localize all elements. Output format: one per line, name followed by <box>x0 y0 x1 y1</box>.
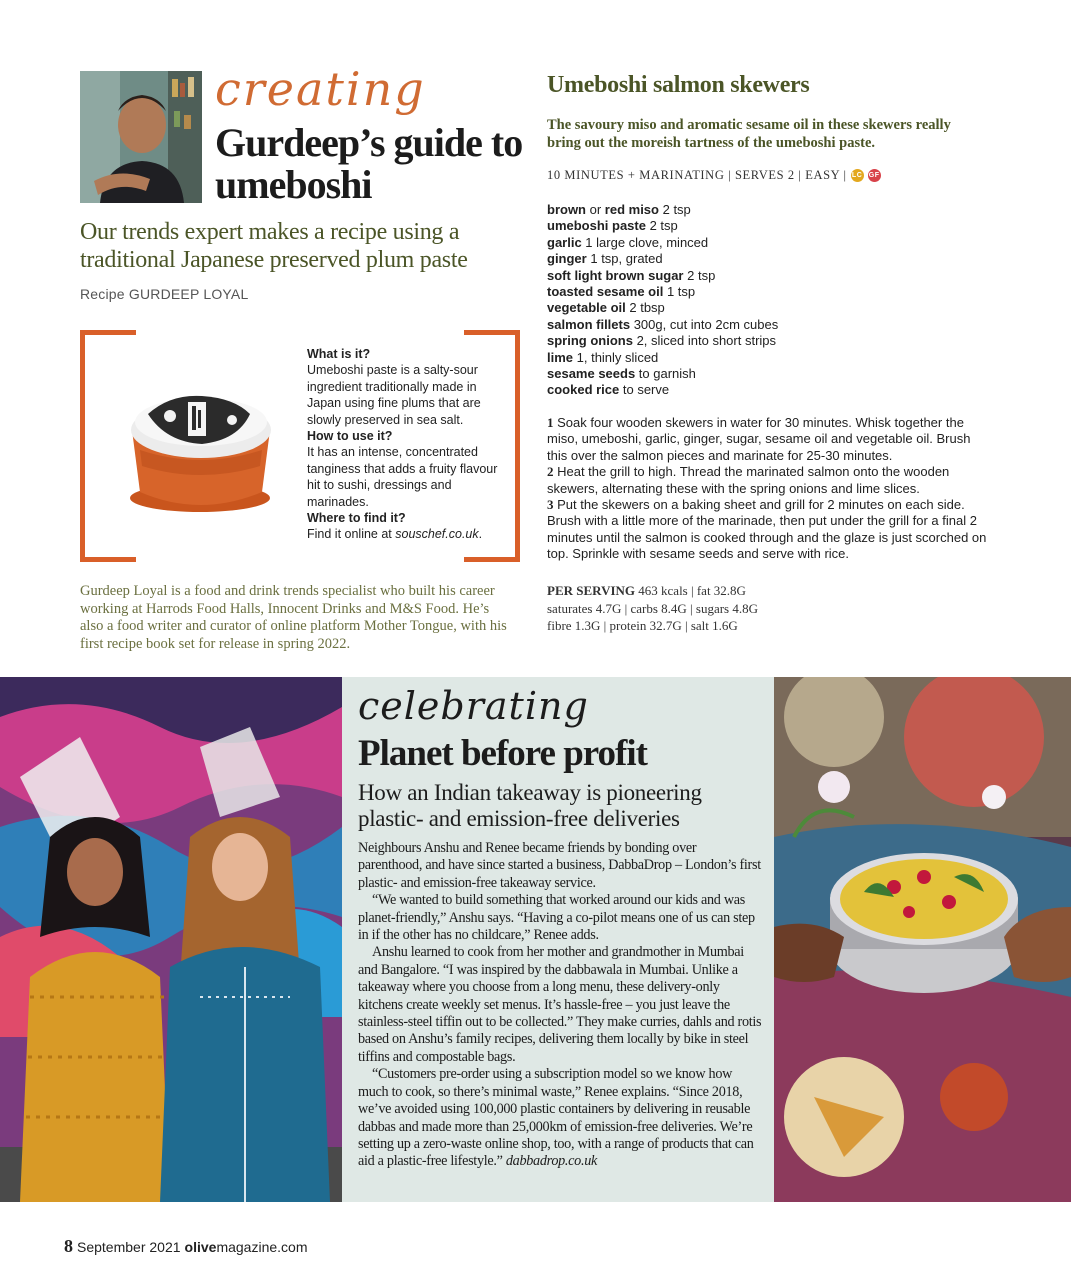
feature-standfirst: Our trends expert makes a recipe using a traditional Japanese preserved plum paste <box>80 219 468 273</box>
ingredient-item <box>547 284 987 300</box>
ingredient-name: ginger <box>547 251 587 267</box>
umeboshi-jar-image <box>110 370 280 520</box>
step-text: Soak four wooden skewers in water for 30 minutes. Whisk together the miso, umeboshi, garlic, ginger, sugar, sesame oil and vegetable oil. Brush this over the salmon pieces and marinate for 25-30 minutes. <box>547 415 971 463</box>
article-last-paragraph: “Customers pre-order using a subscription model so we know how much to cook, so there’s minimal waste,” Renee explains. “Since 2018, we’ve avoided using 100,000 plastic containers by delivering in reusable dabbas and made more than 25,000km of emission-free deliveries. We’re setting up a zero-waste online shop, too, with a range of products that can aid a plastic-free lifestyle.” <box>358 1066 754 1170</box>
ingredient-item <box>547 202 987 218</box>
section-kicker: creating <box>215 62 426 116</box>
page-footer <box>64 1236 307 1257</box>
ingredient-qty: 2 tbsp <box>625 300 665 316</box>
info-question: How to use it? <box>307 429 393 444</box>
nutrition-label: PER SERVING <box>547 583 636 598</box>
step-number: 1 <box>547 415 554 430</box>
step-number: 2 <box>547 464 554 480</box>
recipe-meta-text: 10 MINUTES + MARINATING | SERVES 2 | EASY | <box>547 168 847 182</box>
info-answer <box>307 526 502 542</box>
portrait-photo <box>80 71 202 203</box>
gluten-free-badge-icon: GF <box>868 169 881 182</box>
feature-headline: Gurdeep’s guide to umeboshi <box>215 120 523 207</box>
ingredient-name: brown <box>547 202 586 217</box>
ingredient-item <box>547 300 987 316</box>
ingredient-item <box>547 382 987 398</box>
ingredient-item <box>547 350 987 366</box>
ingredient-qty: to serve <box>619 382 670 398</box>
ingredient-name: salmon fillets <box>547 316 631 332</box>
ingredient-qty: 1 tsp, grated <box>586 251 663 267</box>
ingredient-name: sesame seeds <box>547 366 636 382</box>
nutrition-values: 463 kcals | fat 32.8G <box>635 583 746 598</box>
tiffin-food-photo <box>774 677 1071 1202</box>
ingredient-item <box>547 235 987 251</box>
ingredient-name: toasted sesame oil <box>547 284 664 300</box>
ingredient-list <box>547 202 987 399</box>
ingredient-qty: 1 tsp <box>663 284 696 300</box>
ingredient-item <box>547 251 987 267</box>
site-name: magazine.com <box>216 1239 308 1255</box>
ingredient-item <box>547 333 987 349</box>
brand-name: olive <box>184 1239 217 1255</box>
ingredient-qty: 300g, cut into 2cm cubes <box>630 316 779 332</box>
ingredient-name: vegetable oil <box>547 300 626 316</box>
method-step <box>547 415 987 464</box>
ingredient-qty: 2, sliced into short strips <box>632 333 777 349</box>
ingredient-item <box>547 268 987 284</box>
ingredient-name: red miso <box>604 202 659 217</box>
low-calorie-badge-icon: LC <box>851 169 864 182</box>
info-answer: Umeboshi paste is a salty-sour ingredient traditionally made in Japan using fine plums that are slowly preserved in sea salt. <box>307 363 481 427</box>
info-answer-prefix: Find it online at <box>307 527 396 542</box>
article-paragraph <box>358 1066 763 1170</box>
info-answer-suffix: . <box>478 527 483 542</box>
founders-photo <box>0 677 342 1202</box>
nutrition-line: saturates 4.7G | carbs 8.4G | sugars 4.8G <box>547 600 758 616</box>
article-paragraph: “We wanted to build something that worked around our kids and was planet-friendly,” Anshu says. “Having a co-pilot means one of us can step in if the other has no childcare,” Renee adds. <box>358 892 755 944</box>
ingredient-qty: 2 tsp <box>658 202 691 217</box>
ingredient-name: umeboshi paste <box>547 218 646 234</box>
ingredient-name: cooked rice <box>547 382 620 398</box>
section-kicker: celebrating <box>358 684 589 728</box>
ingredient-joiner: or <box>586 202 605 217</box>
method-steps <box>547 415 987 563</box>
article-paragraph: Neighbours Anshu and Renee became friends by bonding over parenthood, and have since started a business, DabbaDrop – London’s first plastic- and emission-free takeaway service. <box>358 840 761 891</box>
info-box <box>80 330 520 562</box>
ingredient-name: soft light brown sugar <box>547 267 684 283</box>
souschef-link[interactable]: souschef.co.uk <box>395 527 479 542</box>
info-question: Where to find it? <box>307 511 406 526</box>
ingredient-qty: 2 tsp <box>683 267 716 283</box>
ingredient-item <box>547 218 987 234</box>
nutrition-line: fibre 1.3G | protein 32.7G | salt 1.6G <box>547 618 738 633</box>
brand-site <box>185 1239 308 1255</box>
ingredient-qty: 1, thinly sliced <box>573 349 659 365</box>
info-question: What is it? <box>307 347 371 361</box>
ingredient-name: garlic <box>547 234 582 250</box>
info-text <box>307 346 502 543</box>
recipe-meta <box>547 168 881 183</box>
info-answer: It has an intense, concentrated tanginess that adds a fruity flavour hit to sushi, dressings and marinades. <box>307 445 498 509</box>
ingredient-name: spring onions <box>547 333 633 349</box>
step-text: Heat the grill to high. Thread the marinated salmon onto the wooden skewers, alternating these with the spring onions and lime slices. <box>547 464 950 496</box>
step-number: 3 <box>547 497 554 513</box>
nutrition-line <box>547 582 967 600</box>
method-step <box>547 497 987 563</box>
nutrition-info <box>547 582 967 635</box>
ingredient-qty: to garnish <box>635 366 696 382</box>
ingredient-name: lime <box>547 349 574 365</box>
article-headline: Planet before profit <box>358 733 647 774</box>
method-step <box>547 464 987 497</box>
ingredient-qty: 1 large clove, minced <box>581 234 709 250</box>
issue-date: September 2021 <box>77 1239 181 1255</box>
article-body <box>358 840 763 1171</box>
page-number: 8 <box>64 1236 73 1256</box>
recipe-title: Umeboshi salmon skewers <box>547 72 810 98</box>
article-paragraph: Anshu learned to cook from her mother and grandmother in Mumbai and Bangalore. “I was inspired by the dabbawala in Mumbai. Unlike a takeaway where you choose from a long menu, these delivery-only kitchens create weekly set menus. It’s hassle-free – you just leave the stainless-steel tiffin out to be collected.” They make curries, dahls and rotis based on Anshu’s family recipes, delivering them locally by bike in steel tiffins and compostable bags. <box>358 944 762 1065</box>
ingredient-item <box>547 366 987 382</box>
author-bio: Gurdeep Loyal is a food and drink trends specialist who built his career working at Harrods Food Halls, Innocent Drinks and M&S Food. He’s also a food writer and curator of online platform Mother Tongue, with his first recipe book set for release in spring 2022. <box>80 583 507 652</box>
ingredient-item <box>547 317 987 333</box>
step-text: Put the skewers on a baking sheet and grill for 2 minutes on each side. Brush with a little more of the marinade, then put under the grill for a final 2 minutes until the salmon is cooked through and the glaze is just scorched on top. Sprinkle with sesame seeds and serve with rice. <box>547 497 987 562</box>
recipe-intro: The savoury miso and aromatic sesame oil in these skewers really bring out the moreish tartness of the umeboshi paste. <box>547 117 951 151</box>
article-subhead: How an Indian takeaway is pioneering plastic- and emission-free deliveries <box>358 780 702 831</box>
dabbadrop-link[interactable]: dabbadrop.co.uk <box>505 1153 597 1170</box>
ingredient-qty: 2 tsp <box>645 218 678 234</box>
recipe-credit: Recipe GURDEEP LOYAL <box>80 286 249 302</box>
